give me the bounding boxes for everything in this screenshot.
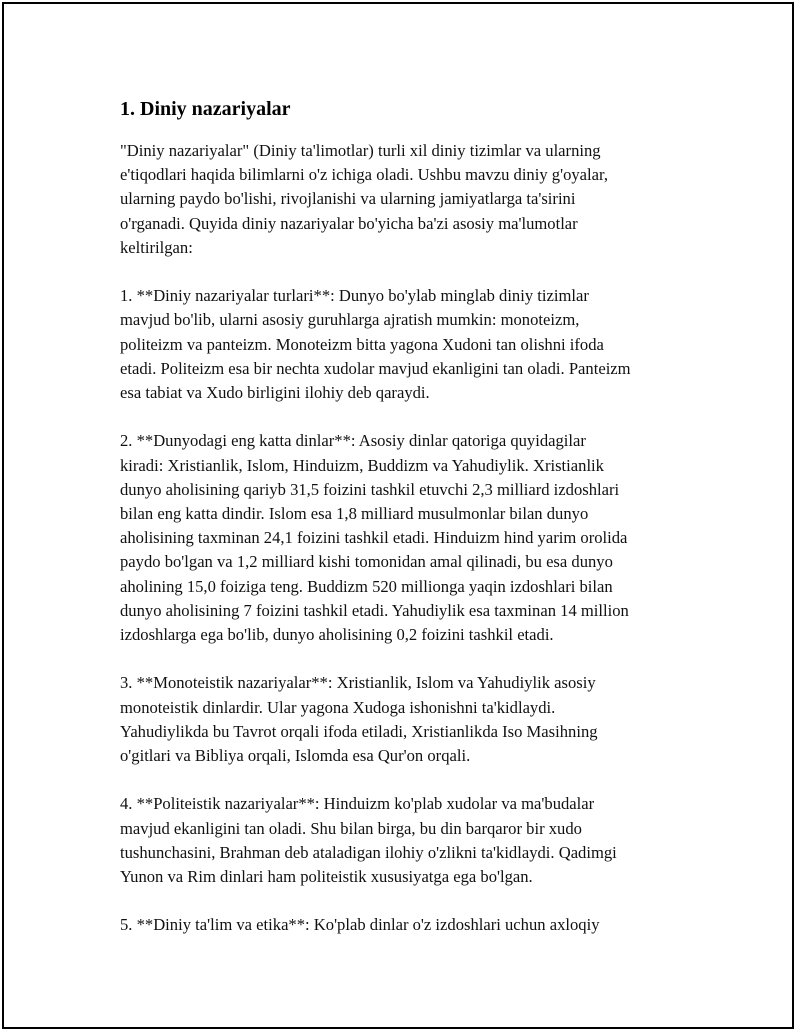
- paragraph-line: e'tiqodlari haqida bilimlarni o'z ichiga oladi. Ushbu mavzu diniy g'oyalar,: [120, 165, 609, 185]
- paragraph-line: 4. **Politeistik nazariyalar**: Hinduizm ko'plab xudolar va ma'budalar: [120, 794, 595, 814]
- paragraph-line: 2. **Dunyodagi eng katta dinlar**: Asosiy dinlar qatoriga quyidagilar: [120, 431, 586, 451]
- paragraph-line: 3. **Monoteistik nazariyalar**: Xristianlik, Islom va Yahudiylik asosiy: [120, 673, 596, 693]
- paragraph-line: mavjud bo'lib, ularni asosiy guruhlarga ajratish mumkin: monoteizm,: [120, 310, 580, 330]
- paragraph-line: dunyo aholisining 7 foizini tashkil etadi. Yahudiylik esa taxminan 14 million: [120, 600, 629, 620]
- paragraph-line: o'rganadi. Quyida diniy nazariyalar bo'yicha ba'zi asosiy ma'lumotlar: [120, 213, 578, 233]
- section-2-paragraph: [120, 429, 700, 647]
- paragraph-line: monoteistik dinlardir. Ular yagona Xudoga ishonishni ta'kidlaydi.: [120, 697, 556, 717]
- section-5-paragraph: [120, 913, 700, 937]
- paragraph-line: aholining 15,0 foiziga teng. Buddizm 520 millionga yaqin izdoshlari bilan: [120, 576, 613, 596]
- paragraph-line: mavjud ekanligini tan oladi. Shu bilan birga, bu din barqaror bir xudo: [120, 818, 582, 838]
- paragraph-line: dunyo aholisining qariyb 31,5 foizini tashkil etuvchi 2,3 milliard izdoshlari: [120, 479, 620, 499]
- paragraph-line: "Diniy nazariyalar" (Diniy ta'limotlar) turli xil diniy tizimlar va ularning: [120, 141, 601, 160]
- page-frame: [2, 2, 794, 1029]
- paragraph-line: kiradi: Xristianlik, Islom, Hinduizm, Buddizm va Yahudiylik. Xristianlik: [120, 455, 604, 475]
- paragraph-line: politeizm va panteizm. Monoteizm bitta yagona Xudoni tan olishni ifoda: [120, 334, 604, 354]
- paragraph-line: keltirilgan:: [120, 237, 193, 257]
- paragraph-line: Yunon va Rim dinlari ham politeistik xususiyatga ega bo'lgan.: [120, 867, 533, 887]
- paragraph-line: izdoshlarga ega bo'lib, dunyo aholisining 0,2 foizini tashkil etadi.: [120, 625, 554, 645]
- paragraph-line: aholisining taxminan 24,1 foizini tashkil etadi. Hinduizm hind yarim orolida: [120, 528, 628, 548]
- document-body: [120, 97, 700, 962]
- paragraph-line: 5. **Diniy ta'lim va etika**: Ko'plab dinlar o'z izdoshlari uchun axloqiy: [120, 915, 600, 935]
- document-heading: 1. Diniy nazariyalar: [120, 98, 291, 120]
- paragraph-line: etadi. Politeizm esa bir nechta xudolar mavjud ekanligini tan oladi. Panteizm: [120, 358, 631, 378]
- paragraph-line: ularning paydo bo'lishi, rivojlanishi va ularning jamiyatlarga ta'sirini: [120, 189, 576, 209]
- paragraph-line: esa tabiat va Xudo birligini ilohiy deb qaraydi.: [120, 383, 430, 403]
- paragraph-line: paydo bo'lgan va 1,2 milliard kishi tomonidan amal qilinadi, bu esa dunyo: [120, 552, 613, 572]
- paragraph-line: bilan eng katta dindir. Islom esa 1,8 milliard musulmonlar bilan dunyo: [120, 504, 589, 524]
- paragraph-line: tushunchasini, Brahman deb ataladigan ilohiy o'zlikni ta'kidlaydi. Qadimgi: [120, 842, 617, 862]
- intro-paragraph: [120, 139, 700, 260]
- paragraph-line: Yahudiylikda bu Tavrot orqali ifoda etiladi, Xristianlikda Iso Masihning: [120, 721, 598, 741]
- section-3-paragraph: [120, 671, 700, 768]
- section-4-paragraph: [120, 792, 700, 889]
- section-1-paragraph: [120, 284, 700, 405]
- paragraph-line: 1. **Diniy nazariyalar turlari**: Dunyo bo'ylab minglab diniy tizimlar: [120, 286, 589, 306]
- paragraph-line: o'gitlari va Bibliya orqali, Islomda esa Qur'on orqali.: [120, 746, 471, 766]
